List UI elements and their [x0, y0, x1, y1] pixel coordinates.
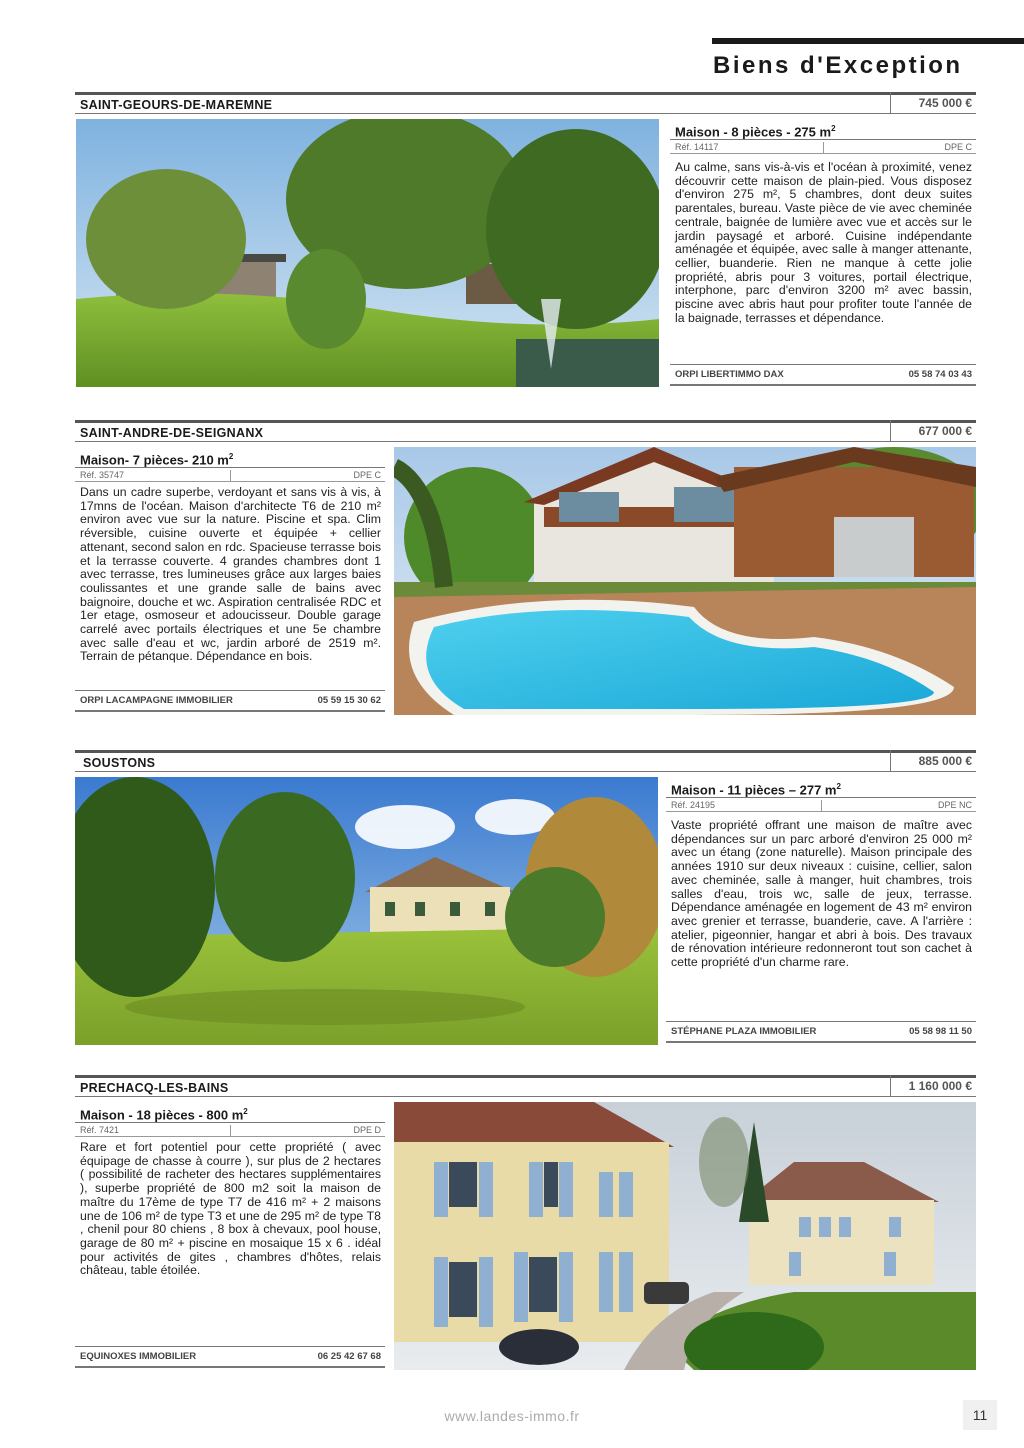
listing-3 — [75, 750, 976, 1048]
reference-row — [670, 140, 976, 154]
header-bar — [712, 38, 1024, 44]
page-number: 11 — [963, 1400, 997, 1430]
reference: Réf. 14117 — [675, 142, 719, 152]
location-name: SOUSTONS — [83, 756, 156, 770]
reference-row — [75, 468, 385, 482]
dpe-rating: DPE NC — [937, 800, 972, 810]
agency-phone[interactable]: 06 25 42 67 68 — [317, 1351, 381, 1362]
location-name: PRECHACQ-LES-BAINS — [80, 1081, 229, 1095]
property-photo — [75, 777, 658, 1045]
listing-title: Maison- 7 pièces- 210 $m^2$ — [75, 446, 385, 468]
listing-4 — [75, 1075, 976, 1375]
location-bar — [75, 420, 976, 442]
agency-name: ORPI LIBERTIMMO DAX — [675, 369, 784, 380]
description: Vaste propriété offrant une maison de maître avec dépendances sur un parc arboré d'environ 25 000 m² avec un étang (zone naturelle). Maison principale des années 1910 sur deux niveaux : cuisine, cellier, salon avec cheminée, salle à manger, huit chambres, trois salles d'eau, trois wc, salle de jeux, terrasse. Dépendance aménagée en logement de 43 m² environ avec grenier et terrasse, buanderie, cave. A l'arrière : atelier, pigeonnier, hangar et abri à bois. Des travaux de rénovation intérieure redonneront tout son cachet à cette propriété d'un charme rare. — [671, 818, 972, 970]
reference: Réf. 24195 — [671, 800, 716, 810]
price: 677 000 € — [890, 420, 976, 442]
reference: Réf. 7421 — [80, 1125, 120, 1135]
description: Rare et fort potentiel pour cette propriété ( avec équipage de chasse à courre ), sur plus de 2 hectares ( possibilité de racheter des hectares supplémentaires ), superbe propriété de 800 m2 soit la maison de maître du 17ème de type T7 de 416 m² + 2 maisons une de 106 m² de type T3 et une de 295 m² de type T8 , chenil pour 80 chiens , 8 box à chevaux, pool house, garage de 80 m² + piscine en mosaique 15 x 6 . idéal pour activités de gites , chambres d'hôtes, relais château, table étoilée. — [80, 1140, 381, 1278]
property-photo — [394, 447, 976, 715]
dpe-rating: DPE C — [353, 470, 381, 480]
price: 1 160 000 € — [890, 1075, 976, 1097]
reference-row — [75, 1123, 385, 1137]
dpe-rating: DPE D — [353, 1125, 381, 1135]
property-photo — [76, 119, 659, 387]
location-name: SAINT-ANDRE-DE-SEIGNANX — [80, 426, 264, 440]
location-bar — [75, 92, 976, 114]
listing-title: Maison - 18 pièces - 800 $m^2$ — [75, 1101, 385, 1123]
agency-name: STÉPHANE PLAZA IMMOBILIER — [671, 1026, 817, 1037]
price: 745 000 € — [890, 92, 976, 114]
listing-1 — [75, 92, 976, 390]
listing-info — [666, 776, 976, 1046]
agency-phone[interactable]: 05 58 98 11 50 — [909, 1026, 972, 1037]
agency-phone[interactable]: 05 58 74 03 43 — [908, 369, 972, 380]
location-bar — [75, 750, 976, 772]
property-photo — [394, 1102, 976, 1370]
agency-row — [75, 1346, 385, 1368]
section-title: Biens d'Exception — [713, 52, 963, 79]
agency-name: ORPI LACAMPAGNE IMMOBILIER — [80, 695, 233, 706]
reference: Réf. 35747 — [80, 470, 125, 480]
agency-row — [666, 1021, 976, 1043]
listing-info — [670, 118, 976, 388]
listing-title: Maison - 11 pièces – 277 $m^2$ — [666, 776, 976, 798]
price: 885 000 € — [890, 750, 976, 772]
description: Dans un cadre superbe, verdoyant et sans vis à vis, à 17mns de l'océan. Maison d'architecte T6 de 210 m² environ avec vue sur la nature. Piscine et spa. Clim réversible, cuisine ouverte et équipée + cellier attenant, second salon en rdc. Spacieuse terrasse bois et la terrasse couverte. 4 grandes chambres dont 1 avec terrasse, tres lumineuses grâce aux larges baies coulissantes et une grande salle de bains avec baignoire, douche et wc. Aspiration centralisée RDC et 1er etage, osmoseur et adoucisseur. Double garage carrelé avec portails électriques et une 5e chambre avec salle d'eau et wc, jardin arboré de 2519 m². Terrain de pétanque. Dépendance en bois. — [80, 485, 381, 664]
listing-info — [75, 446, 385, 716]
agency-row — [75, 690, 385, 712]
agency-phone[interactable]: 05 59 15 30 62 — [317, 695, 381, 706]
listing-title: Maison - 8 pièces - 275 $m^2$ — [670, 118, 976, 140]
footer-url[interactable]: www.landes-immo.fr — [444, 1408, 580, 1424]
agency-row — [670, 364, 976, 386]
location-name: SAINT-GEOURS-DE-MAREMNE — [80, 98, 273, 112]
description: Au calme, sans vis-à-vis et l'océan à proximité, venez découvrir cette maison de plain-pied. Vous disposez d'environ 275 m², 5 chambres, dont deux suites parentales, bureau. Vaste pièce de vie avec cheminée centrale, baignée de lumière avec vue et accès sur le jardin paysagé et arboré. Cuisine indépendante aménagée et équipée, avec salle à manger attenante, cellier, buanderie. Rien ne manque à cette jolie propriété, abris pour 3 voitures, portail électrique, interphone, parc d'environ 3200 m² avec bassin, piscine avec abris haut pour profiter toute l'année de la baignade, terrasses et dépendance. — [675, 160, 972, 325]
agency-name: EQUINOXES IMMOBILIER — [80, 1351, 197, 1362]
listing-2 — [75, 420, 976, 718]
dpe-rating: DPE C — [944, 142, 972, 152]
reference-row — [666, 798, 976, 812]
listing-info — [75, 1101, 385, 1371]
location-bar — [75, 1075, 976, 1097]
